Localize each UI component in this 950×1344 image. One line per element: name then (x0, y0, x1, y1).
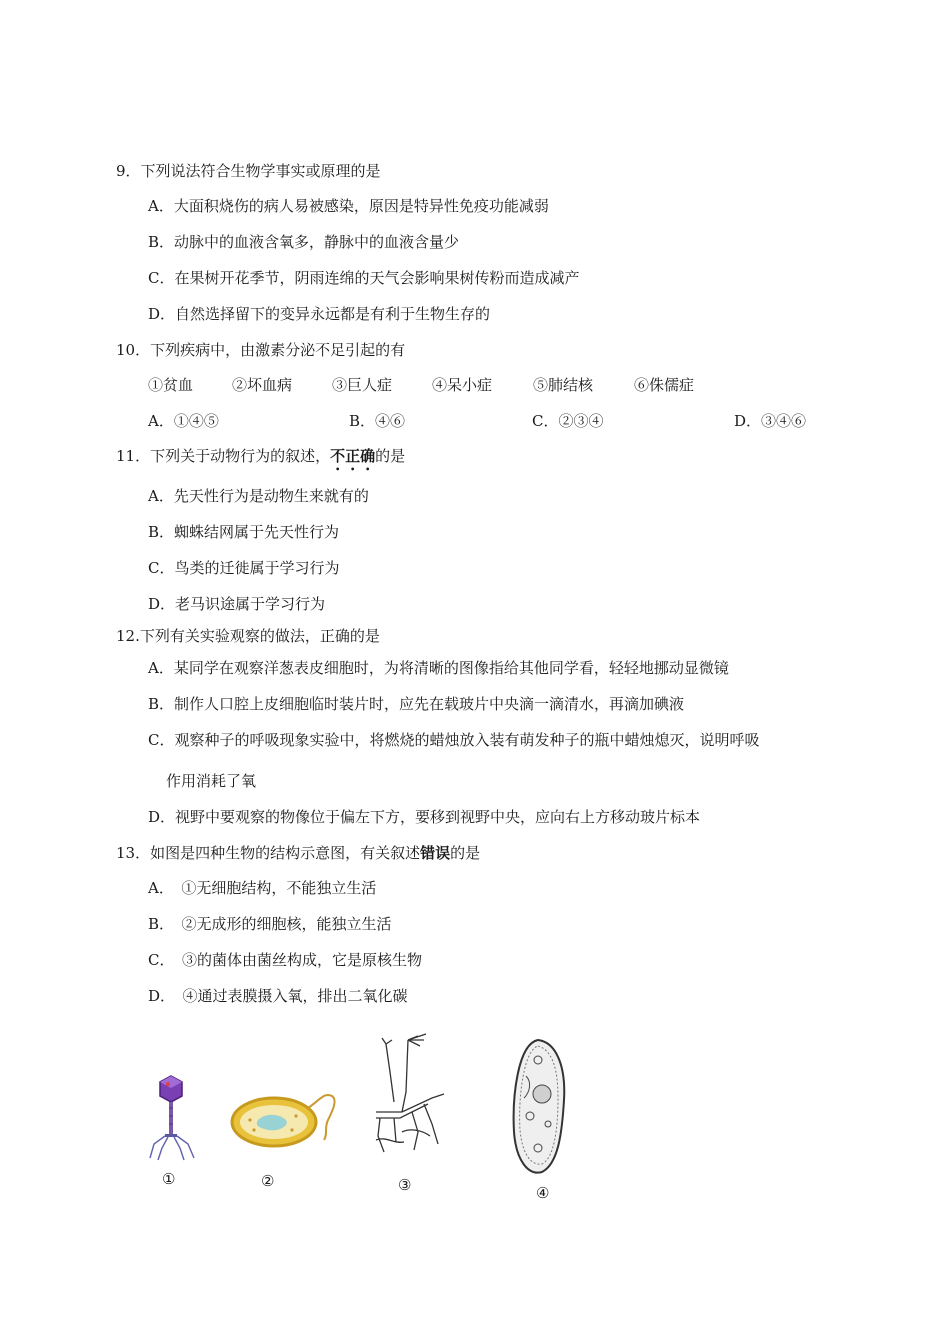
figure-label-4: ④ (536, 1184, 550, 1202)
q10-item: ⑤肺结核 (533, 376, 594, 394)
q9-stem: 9．下列说法符合生物学事实或原理的是 (116, 162, 381, 180)
q12-option-d: D．视野中要观察的物像位于偏左下方，要移到视野中央，应向右上方移动玻片标本 (148, 808, 701, 826)
q13-option-b: B． ②无成形的细胞核，能独立生活 (148, 915, 392, 933)
q11-option-d: D．老马识途属于学习行为 (148, 595, 326, 613)
q10-stem: 10．下列疾病中，由激素分泌不足引起的有 (116, 341, 406, 359)
q13-option-d: D． ④通过表膜摄入氧，排出二氧化碳 (148, 987, 408, 1005)
q13-stem (116, 843, 480, 863)
q10-item: ④呆小症 (432, 376, 493, 394)
q13-stem-pre: 13．如图是四种生物的结构示意图，有关叙述 (116, 844, 421, 862)
figure-label-3: ③ (398, 1176, 412, 1194)
fungus-hyphae-illustration (372, 1032, 448, 1160)
bacteriophage-illustration (144, 1072, 202, 1164)
q11-stem (116, 446, 405, 474)
q11-option-a: A．先天性行为是动物生来就有的 (148, 487, 369, 505)
q11-stem-post: 的是 (375, 447, 406, 465)
q11-stem-emphasis: 不正确 (330, 447, 376, 465)
q11-option-b: B．蜘蛛结网属于先天性行为 (148, 523, 340, 541)
q10-item: ⑥侏儒症 (634, 376, 695, 394)
q10-item: ①贫血 (148, 376, 194, 394)
q13-option-a: A． ①无细胞结构，不能独立生活 (148, 879, 377, 897)
figure-label-1: ① (162, 1170, 176, 1188)
figure-label-2: ② (261, 1172, 275, 1190)
q10-option-a: A．①④⑤ (148, 412, 219, 430)
q13-option-c: C． ③的菌体由菌丝构成，它是原核生物 (148, 951, 422, 969)
q10-option-c: C．②③④ (532, 412, 604, 430)
q12-option-b: B．制作人口腔上皮细胞临时装片时，应先在载玻片中央滴一滴清水，再滴加碘液 (148, 695, 685, 713)
q12-option-c-continued: 作用消耗了氧 (166, 772, 257, 790)
bacterium-illustration (228, 1090, 340, 1150)
q10-item: ②坏血病 (232, 376, 293, 394)
q9-option-b: B．动脉中的血液含氧多，静脉中的血液含量少 (148, 233, 460, 251)
q13-stem-post: 的是 (450, 844, 481, 862)
q10-option-b: B．④⑥ (349, 412, 406, 430)
q10-option-d: D．③④⑥ (734, 412, 807, 430)
q9-option-a: A．大面积烧伤的病人易被感染，原因是特异性免疫功能减弱 (148, 197, 549, 215)
paramecium-illustration (508, 1036, 572, 1178)
q13-stem-emphasis: 错误 (420, 844, 451, 862)
q9-option-c: C．在果树开花季节，阴雨连绵的天气会影响果树传粉而造成减产 (148, 269, 580, 287)
q11-option-c: C．鸟类的迁徙属于学习行为 (148, 559, 340, 577)
q11-stem-pre: 11．下列关于动物行为的叙述， (116, 447, 331, 465)
q10-item: ③巨人症 (332, 376, 393, 394)
q9-option-d: D．自然选择留下的变异永远都是有利于生物生存的 (148, 305, 491, 323)
q12-option-c: C．观察种子的呼吸现象实验中，将燃烧的蜡烛放入装有萌发种子的瓶中蜡烛熄灭，说明呼吸 (148, 731, 760, 749)
q12-option-a: A．某同学在观察洋葱表皮细胞时，为将清晰的图像指给其他同学看，轻轻地挪动显微镜 (148, 659, 729, 677)
q12-stem: 12.下列有关实验观察的做法，正确的是 (116, 627, 380, 645)
